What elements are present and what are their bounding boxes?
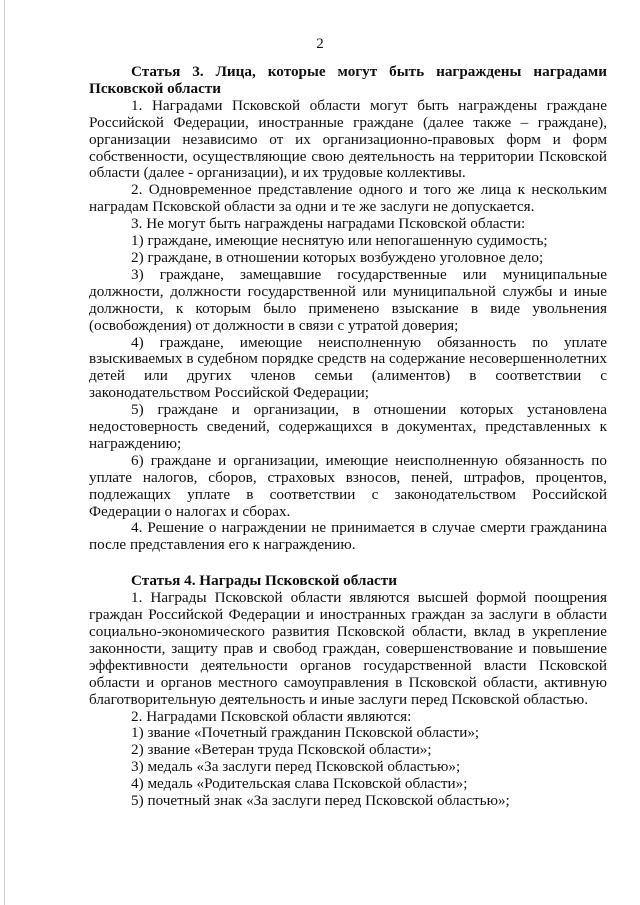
scan-edge-line [4, 0, 5, 905]
section-gap [89, 554, 607, 573]
article-4-heading: Статья 4. Награды Псковской области [131, 572, 398, 590]
document-body [89, 64, 607, 810]
article-4-item-3: 3) медаль «За заслуги перед Псковской областью»; [131, 758, 461, 776]
article-4-item-1: 1) звание «Почетный гражданин Псковской области»; [131, 724, 480, 742]
article-3-heading: Статья 3. Лица, которые могут быть награждены наградами Псковской области [89, 63, 607, 97]
article-4-paragraph-2: 2. Наградами Псковской области являются: [131, 707, 412, 725]
article-3-paragraph-1: 1. Наградами Псковской области могут быть награждены граждане Российской Федерации, иностранные граждане (далее также – граждане), организации независимо от их организационно-правовых форм и форм собственности, осуществляющие свою деятельность на территории Псковской области (далее - организации), и их трудовые коллективы. [89, 96, 607, 182]
article-3-paragraph-3: 3. Не могут быть награждены наградами Псковской области: [131, 215, 526, 233]
article-4-section [89, 573, 607, 810]
article-3-item-4: 4) граждане, имеющие неисполненную обязанность по уплате взыскиваемых в судебном порядке средств на содержание несовершеннолетних детей или других членов семьи (алиментов) в соответствии с законодательством Российской Федерации; [89, 333, 607, 402]
article-4-item-4: 4) медаль «Родительская слава Псковской области»; [131, 775, 468, 793]
article-3-paragraph-4: 4. Решение о награждении не принимается в случае смерти гражданина после представления его к награждению. [89, 519, 607, 554]
article-4-item-5: 5) почетный знак «За заслуги перед Псковской областью»; [131, 792, 510, 810]
article-3-section [89, 64, 607, 554]
article-4-paragraph-1: 1. Награды Псковской области являются высшей формой поощрения граждан Российской Федерации и иностранных граждан за заслуги в области социально-экономического развития Псковской области, вклад в укрепление законности, защиту прав и свобод граждан, совершенствование и повышение эффективности деятельности органов государственной власти Псковской области и органов местного самоуправления в Псковской области, активную благотворительную деятельность и иные заслуги перед Псковской областью. [89, 589, 607, 708]
article-3-item-1: 1) граждане, имеющие неснятую или непогашенную судимость; [131, 232, 548, 250]
page-number: 2 [316, 36, 324, 52]
article-3-item-2: 2) граждане, в отношении которых возбуждено уголовное дело; [131, 248, 544, 266]
article-3-paragraph-2: 2. Одновременное представление одного и того же лица к нескольким наградам Псковской области за одни и те же заслуги не допускается. [89, 181, 607, 216]
article-3-item-6: 6) граждане и организации, имеющие неисполненную обязанность по уплате налогов, сборов, страховых взносов, пеней, штрафов, процентов, подлежащих уплате в соответствии с законодательством Российской Федерации о налогах и сборах. [89, 451, 607, 520]
article-4-item-2: 2) звание «Ветеран труда Псковской области»; [131, 741, 432, 759]
article-3-item-5: 5) граждане и организации, в отношении которых установлена недостоверность сведений, содержащихся в документах, представленных к награждению; [89, 401, 607, 452]
article-3-item-3: 3) граждане, замещавшие государственные или муниципальные должности, должности государственной или муниципальной службы и иные должности, к которым было применено взыскание в виде увольнения (освобождения) от должности в связи с утратой доверия; [89, 265, 607, 334]
